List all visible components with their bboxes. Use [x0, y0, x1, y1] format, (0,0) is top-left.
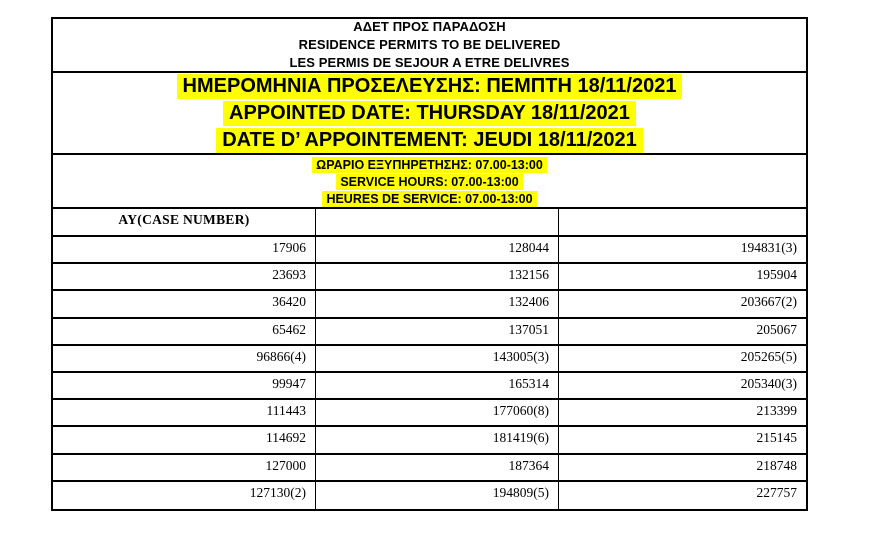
service-hours-section [53, 155, 806, 209]
header-empty-cell [315, 209, 558, 235]
table-row [53, 400, 806, 427]
case-number-cell: 96866(4) [256, 348, 306, 364]
table-row [53, 482, 806, 509]
appointment-date-english [53, 101, 806, 128]
case-number-cell: 218748 [558, 455, 806, 480]
case-number-cell: 203667(2) [558, 291, 806, 316]
case-number-cell: 165314 [315, 373, 558, 398]
case-number-cell: 227757 [558, 482, 806, 509]
title-english: RESIDENCE PERMITS TO BE DELIVERED [298, 37, 561, 52]
header-empty-cell [558, 209, 806, 235]
table-row [53, 427, 806, 454]
case-number-cell: 143005(3) [315, 346, 558, 371]
title-french: LES PERMIS DE SEJOUR A ETRE DELIVRES [289, 55, 570, 70]
service-hours-english-highlight: SERVICE HOURS: 07.00-13:00 [336, 174, 522, 190]
table-row [53, 455, 806, 482]
service-hours-english [53, 174, 806, 191]
appointment-date-greek-highlight: ΗΜΕΡΟΜΗΝΙΑ ΠΡΟΣΕΛΕΥΣΗΣ: ΠΕΜΠΤΗ 18/11/2021 [177, 74, 683, 99]
case-number-cell: 23693 [272, 267, 306, 283]
case-number-cell: 17906 [272, 240, 306, 255]
service-hours-greek-highlight: ΩΡΑΡΙΟ ΕΞΥΠΗΡΕΤΗΣΗΣ: 07.00-13:00 [312, 157, 547, 173]
case-number-cell: 36420 [272, 294, 306, 310]
case-number-cell: 127000 [265, 457, 306, 473]
case-number-cell: 194809(5) [315, 482, 558, 509]
title-section [53, 19, 806, 73]
case-number-cell: 213399 [558, 400, 806, 425]
case-number-cell: 205340(3) [558, 373, 806, 398]
table-row [53, 346, 806, 373]
case-number-cell: 215145 [558, 427, 806, 452]
title-greek: ΑΔΕΤ ΠΡΟΣ ΠΑΡΑΔΟΣΗ [353, 19, 506, 34]
appointment-date-french [53, 128, 806, 155]
service-hours-greek [53, 157, 806, 174]
table-row [53, 237, 806, 264]
case-number-cell: 194831(3) [558, 237, 806, 262]
case-number-cell: 114692 [266, 430, 306, 446]
case-number-cell: 195904 [558, 264, 806, 289]
case-number-cell: 132156 [315, 264, 558, 289]
case-number-table [53, 209, 806, 509]
case-number-cell: 181419(6) [315, 427, 558, 452]
permits-notice [51, 17, 808, 511]
case-number-cell: 205067 [558, 319, 806, 344]
table-header-row [53, 209, 806, 237]
appointment-date-section [53, 73, 806, 155]
service-hours-french [53, 191, 806, 208]
case-number-cell: 187364 [315, 455, 558, 480]
case-number-cell: 99947 [272, 375, 306, 391]
case-number-header: AY(CASE NUMBER) [118, 212, 250, 227]
service-hours-french-highlight: HEURES DE SERVICE: 07.00-13:00 [322, 191, 536, 207]
case-number-cell: 65462 [272, 321, 306, 337]
case-number-cell: 127130(2) [249, 484, 306, 500]
appointment-date-greek [53, 74, 806, 101]
table-row [53, 264, 806, 291]
appointment-date-french-highlight: DATE D’ APPOINTEMENT: JEUDI 18/11/2021 [216, 128, 643, 153]
case-number-cell: 128044 [315, 237, 558, 262]
table-row [53, 319, 806, 346]
table-row [53, 373, 806, 400]
appointment-date-english-highlight: APPOINTED DATE: THURSDAY 18/11/2021 [223, 101, 636, 126]
case-number-cell: 111443 [266, 403, 306, 419]
case-number-cell: 205265(5) [558, 346, 806, 371]
case-number-cell: 177060(8) [315, 400, 558, 425]
case-number-cell: 132406 [315, 291, 558, 316]
case-number-cell: 137051 [315, 319, 558, 344]
table-row [53, 291, 806, 318]
